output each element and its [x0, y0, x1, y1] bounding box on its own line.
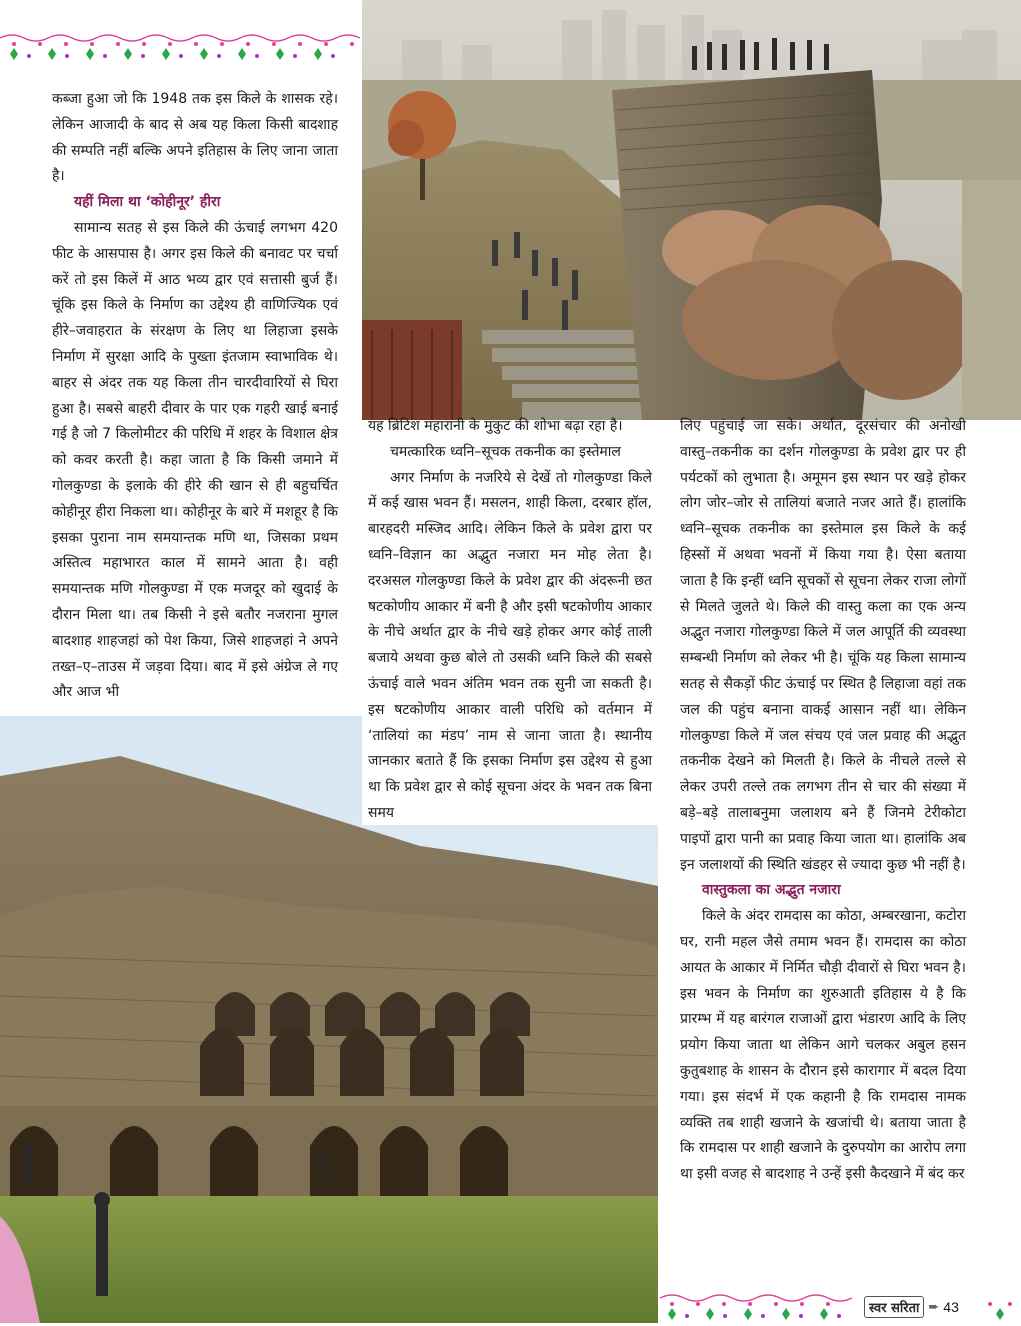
fort-tower-photo — [362, 0, 1021, 420]
magazine-brand: स्वर सरिता — [864, 1296, 924, 1318]
col1-paragraph-1: कब्जा हुआ जो कि 1948 तक इस किले के शासक रहे। लेकिन आजादी के बाद से अब यह किला किसी बादशाह की सम्पति नहीं बल्कि अपने इतिहास के लिए जाना जाता है। — [52, 91, 338, 185]
col3-heading-architecture: वास्तुकला का अद्भुत नजारा — [702, 882, 841, 899]
col3-paragraph-2: किले के अंदर रामदास का कोठा, अम्बरखाना, कटोरा घर, रानी महल जैसे तमाम भवन हैं। रामदास का कोठा आयत के आकार में निर्मित चौड़ी दीवारों से घिरा भवन है। इस भवन के निर्माण का शुरुआती इतिहास ये है कि प्रारम्भ में यह बारंगल राजाओं द्वारा भंडारण आदि के लिए प्रयोग किया जाता था लेकिन आगे चलकर अबुल हसन कुतुबशाह के शासन के दौरान इसे कारागार में बदल दिया गया। इस संदर्भ में एक कहानी है कि रामदास नामक व्यक्ति तब शाही खजाने के खजांची थे। बताया जाता है कि रामदास पर शाही खजाने के दुरुपयोग का आरोप लगा था इसी वजह से बादशाह ने उन्हें इसी कैदखाने में बंद कर — [680, 908, 966, 1183]
col3-paragraph-1: लिए पहुंचाई जा सके। अर्थात, दूरसंचार की अनोखी वास्तु–तकनीक का दर्शन गोलकुण्डा के प्रवेश द्वार पर ही पर्यटकों को लुभाता है। अमूमन इस स्थान पर खड़े होकर लोग जोर–जोर से तालियां बजाते नजर आते हैं। हालांकि ध्वनि–सूचक तकनीक का इस्तेमाल इस किले के कई हिस्सों में अथवा भवनों में किया गया है। ऐसा बताया जाता है कि इन्हीं ध्वनि सूचकों से सूचना लेकर राजा लोगों से मिलते जुलते थे। किले की वास्तु कला का एक अन्य अद्भुत नजारा गोलकुण्डा किले में जल आपूर्ति की व्यवस्था सम्बन्धी निर्माण को लेकर भी है। चूंकि यह किला सामान्य सतह से सैकड़ों फीट ऊंचाई पर स्थित है लिहाजा वहां तक जल की पहुंच बनाना वाकई आसान नहीं था। लेकिन गोलकुण्डा किले में जल संचय एवं जल प्रवाह की अद्भुत तकनीक देखने को मिलती है। किले के नीचले तल्ले से लेकर उपरी तल्ले तक लगभग तीन से चार की संख्या में बड़े–बड़े तालाबनुमा जलाशय बने हैं जिनमे टेरीकोटा पाइपों द्वारा पानी का प्रवाह किया जाता था। हालांकि अब इन जलाशयों की स्थिति खंडहर से ज्यादा कुछ भी नहीं है। — [680, 418, 966, 873]
article-column-1 — [52, 87, 338, 706]
arrow-right-icon: ➨ — [928, 1299, 940, 1315]
col2-paragraph-1: यह ब्रिटिश महारानी के मुकुट की शोभा बढ़ा रहा है। — [368, 418, 623, 434]
footer-page-badge — [858, 1293, 965, 1321]
col1-heading-kohinoor: यहीं मिला था ‘कोहीनूर’ हीरा — [74, 194, 221, 211]
article-column-3 — [680, 414, 966, 1188]
col1-paragraph-2: सामान्य सतह से इस किले की ऊंचाई लगभग 420 फीट के आसपास है। अगर इस किले की बनावट पर चर्चा करें तो इस किलें में आठ भव्य द्वार एवं सत्तासी बुर्ज हैं। चूंकि इस किले के निर्माण का उद्देश्य ही वाणिज्यिक एवं हीरे–जवाहरात के संरक्षण के लिए था लिहाजा इसके निर्माण में सुरक्षा आदि के पुख्ता इंतजाम स्वाभाविक थे। बाहर से अंदर तक यह किला तीन चारदीवारियों से घिरा हुआ है। सबसे बाहरी दीवार के पार एक गहरी खाई बनाई गई है जो 7 किलोमीटर की परिधि में शहर के विशाल क्षेत्र को कवर करती है। कहा जाता है कि किसी जमाने में गोलकुण्डा के इलाके की हीरे की खान से ही बहुचर्चित कोहीनूर हीरा निकला था। कोहीनूर के बारे में मशहूर है कि इसका पुराना नाम समयान्तक मणि था, जिसका प्रथम अस्तित्व महाभारत काल में सामने आता है। वही समयान्तक मणि गोलकुण्डा में एक मजदूर को खुदाई के दौरान मिला था। तब किसी ने इसे बतौर नजराना मुगल बादशाह शाहजहां को पेश किया, जिसे शाहजहां ने अपने तख्त–ए–ताउस में जड़वा दिया। बाद में इसे अंग्रेज ले गए और आज भी — [52, 219, 338, 701]
col2-heading-acoustic: चमत्कारिक ध्वनि–सूचक तकनीक का इस्तेमाल — [390, 443, 621, 460]
col2-paragraph-2: अगर निर्माण के नजरिये से देखें तो गोलकुण्डा किले में कई खास भवन हैं। मसलन, शाही किला, दरबार हॉल, बारहदरी मस्जिद आदि। लेकिन किले के प्रवेश द्वारा पर ध्वनि–विज्ञान का अद्भुत नजारा मन मोह लेता है। दरअसल गोलकुण्डा किले के प्रवेश द्वार की अंदरूनी छत षटकोणीय आकार में बनी है और इसी षटकोणीय आकार के नीचे अर्थात द्वार के नीचे खड़े होकर अगर कोई ताली बजाये अथवा कुछ बोले तो उसकी ध्वनि किले की सबसे ऊंचाई वाले भवन अंतिम भवन तक सुनी जा सकती है। इस षटकोणीय आकार वाली परिधि को वर्तमान में ‘तालियां का मंडप’ नाम से जाना जाता है। स्थानीय जानकार बताते हैं कि इसका निर्माण इस उद्देश्य से हुआ था कि प्रवेश द्वार से कोई सूचना अंदर के भवन तक बिना समय — [368, 469, 652, 821]
page-number: 43 — [943, 1299, 959, 1315]
article-column-2 — [368, 414, 652, 827]
